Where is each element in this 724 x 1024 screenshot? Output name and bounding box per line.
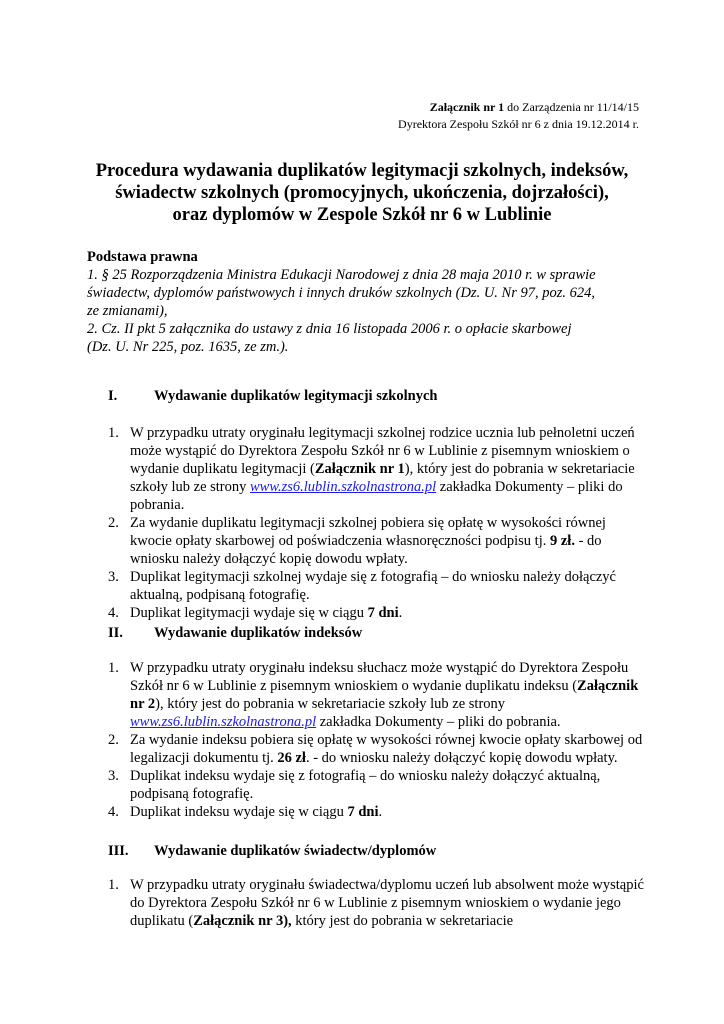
attachment-ref: Załącznik nr 2 — [130, 678, 639, 712]
attachment-header-line1 — [398, 99, 639, 116]
item-text: - do wniosku należy dołączyć kopię dowodu wpłaty. — [130, 533, 602, 567]
legal-item-1-line-1: 1. § 25 Rozporządzenia Ministra Edukacji Narodowej z dnia 28 maja 2010 r. w sprawie — [87, 267, 596, 283]
fee-amount: 9 zł. — [549, 533, 575, 549]
list-item: 3. Duplikat legitymacji szkolnej wydaje się z fotografią – do wniosku należy dołączyć aktualną, podpisaną fotografię. — [108, 569, 616, 603]
section-2-heading — [108, 625, 362, 642]
section-title: Wydawanie duplikatów legitymacji szkolnych — [154, 388, 438, 404]
legal-item-2-line-2: (Dz. U. Nr 225, poz. 1635, ze zm.). — [87, 339, 289, 355]
fee-amount: 26 zł — [277, 750, 306, 766]
list-item: 4. Duplikat indeksu wydaje się w ciągu 7 dni. — [108, 804, 383, 820]
title-line-2: świadectw szkolnych (promocyjnych, ukończenia, dojrzałości), — [115, 183, 609, 203]
legal-basis — [87, 248, 647, 356]
section-1-list — [108, 424, 644, 622]
section-number: III. — [108, 843, 129, 859]
legal-basis-heading: Podstawa prawna — [87, 249, 198, 265]
legal-item-2-line-1: 2. Cz. II pkt 5 załącznika do ustawy z dnia 16 listopada 2006 r. o opłacie skarbowej — [87, 321, 572, 337]
item-text: . — [378, 804, 383, 820]
item-text: . - do wniosku należy dołączyć kopię dowodu wpłaty. — [305, 750, 618, 766]
school-website-link[interactable]: www.zs6.lublin.szkolnastrona.pl — [250, 479, 437, 495]
item-text: który jest do pobrania w sekretariacie — [291, 913, 514, 929]
section-number: II. — [108, 625, 123, 641]
item-text: Duplikat legitymacji wydaje się w ciągu — [130, 605, 368, 621]
title-line-3: oraz dyplomów w Zespole Szkół nr 6 w Lublinie — [172, 205, 552, 225]
item-text: zakładka Dokumenty – pliki do pobrania. — [130, 479, 623, 513]
item-text: W przypadku utraty oryginału indeksu słuchacz może wystąpić do Dyrektora Zespołu Szkół nr 6 w Lublinie z pisemnym wnioskiem o wydanie duplikatu indeksu ( — [130, 660, 629, 694]
attachment-ref: Załącznik nr 1 — [314, 461, 405, 477]
item-text: Duplikat indeksu wydaje się w ciągu — [130, 804, 348, 820]
document-title — [60, 160, 664, 226]
section-title: Wydawanie duplikatów indeksów — [154, 625, 363, 641]
title-line-1: Procedura wydawania duplikatów legitymacji szkolnych, indeksów, — [95, 161, 629, 181]
attachment-header-line2: Dyrektora Zespołu Szkół nr 6 z dnia 19.12.2014 r. — [398, 117, 639, 131]
list-item: 4. Duplikat legitymacji wydaje się w ciągu 7 dni. — [108, 605, 403, 621]
section-3-list — [108, 876, 644, 930]
item-text: ), który jest do pobrania w sekretariacie szkoły lub ze strony — [155, 696, 506, 712]
attachment-ref: Załącznik nr 3), — [193, 913, 292, 929]
attachment-header — [398, 99, 639, 133]
item-text: ), który jest do pobrania w sekretariacie szkoły lub ze strony — [130, 461, 635, 495]
list-item: 2. Za wydanie duplikatu legitymacji szkolnej pobiera się opłatę w wysokości równej kwocie opłaty skarbowej od poświadczenia własnoręczności podpisu tj. 9 zł. - do wniosku należy dołączyć kopię dowodu wpłaty. — [108, 515, 606, 567]
item-text: Za wydanie indeksu pobiera się opłatę w wysokości równej kwocie opłaty skarbowej od legalizacji dokumentu tj. — [130, 732, 643, 766]
school-website-link[interactable]: www.zs6.lublin.szkolnastrona.pl — [130, 714, 317, 730]
item-text: W przypadku utraty oryginału świadectwa/dyplomu uczeń lub absolwent może wystąpić do Dyrektora Zespołu Szkół nr 6 w Lublinie z pisemnym wnioskiem o wydanie jego duplikatu ( — [130, 877, 644, 929]
attachment-label: Załącznik nr 1 — [429, 100, 505, 114]
section-1-heading — [108, 388, 437, 405]
item-text: Duplikat legitymacji szkolnej wydaje się z fotografią – do wniosku należy dołączyć aktualną, podpisaną fotografię. — [130, 569, 616, 603]
item-text: . — [398, 605, 403, 621]
item-text: zakładka Dokumenty – pliki do pobrania. — [316, 714, 561, 730]
attachment-ref: do Zarządzenia nr 11/14/15 — [504, 100, 639, 114]
section-title: Wydawanie duplikatów świadectw/dyplomów — [154, 843, 437, 859]
section-2-list — [108, 659, 644, 821]
item-text: Za wydanie duplikatu legitymacji szkolnej pobiera się opłatę w wysokości równej kwocie opłaty skarbowej od poświadczenia własnoręczności podpisu tj. — [130, 515, 606, 549]
list-item: 2. Za wydanie indeksu pobiera się opłatę w wysokości równej kwocie opłaty skarbowej od legalizacji dokumentu tj. 26 zł. - do wniosku należy dołączyć kopię dowodu wpłaty. — [108, 732, 643, 766]
section-number: I. — [108, 388, 118, 404]
list-item: 1. W przypadku utraty oryginału świadectwa/dyplomu uczeń lub absolwent może wystąpić do Dyrektora Zespołu Szkół nr 6 w Lublinie z pisemnym wnioskiem o wydanie jego duplikatu (Załącznik nr 3), który jest do pobrania w sekretariacie — [108, 877, 644, 929]
deadline: 7 dni — [367, 605, 399, 621]
legal-item-1-line-2: świadectw, dyplomów państwowych i innych druków szkolnych (Dz. U. Nr 97, poz. 624, — [87, 285, 596, 301]
item-text: W przypadku utraty oryginału legitymacji szkolnej rodzice ucznia lub pełnoletni uczeń może wystąpić do Dyrektora Zespołu Szkół nr 6 w Lublinie z pisemnym wnioskiem o wydanie duplikatu legitymacji ( — [130, 425, 635, 477]
deadline: 7 dni — [347, 804, 379, 820]
legal-item-1-line-3: ze zmianami), — [87, 303, 168, 319]
list-item: 3. Duplikat indeksu wydaje się z fotografią – do wniosku należy dołączyć aktualną, podpisaną fotografię. — [108, 768, 601, 802]
section-3-heading — [108, 843, 436, 860]
list-item: 1. W przypadku utraty oryginału legitymacji szkolnej rodzice ucznia lub pełnoletni uczeń może wystąpić do Dyrektora Zespołu Szkół nr 6 w Lublinie z pisemnym wnioskiem o wydanie duplikatu legitymacji (Załącznik nr 1), który jest do pobrania w sekretariacie szkoły lub ze strony www.zs6.lublin.szkolnastrona.pl zakładka Dokumenty – pliki do pobrania. — [108, 425, 635, 513]
item-text: Duplikat indeksu wydaje się z fotografią – do wniosku należy dołączyć aktualną, podpisaną fotografię. — [130, 768, 601, 802]
list-item: 1. W przypadku utraty oryginału indeksu słuchacz może wystąpić do Dyrektora Zespołu Szkół nr 6 w Lublinie z pisemnym wnioskiem o wydanie duplikatu indeksu (Załącznik nr 2), który jest do pobrania w sekretariacie szkoły lub ze strony www.zs6.lublin.szkolnastrona.pl zakładka Dokumenty – pliki do pobrania. — [108, 660, 639, 730]
